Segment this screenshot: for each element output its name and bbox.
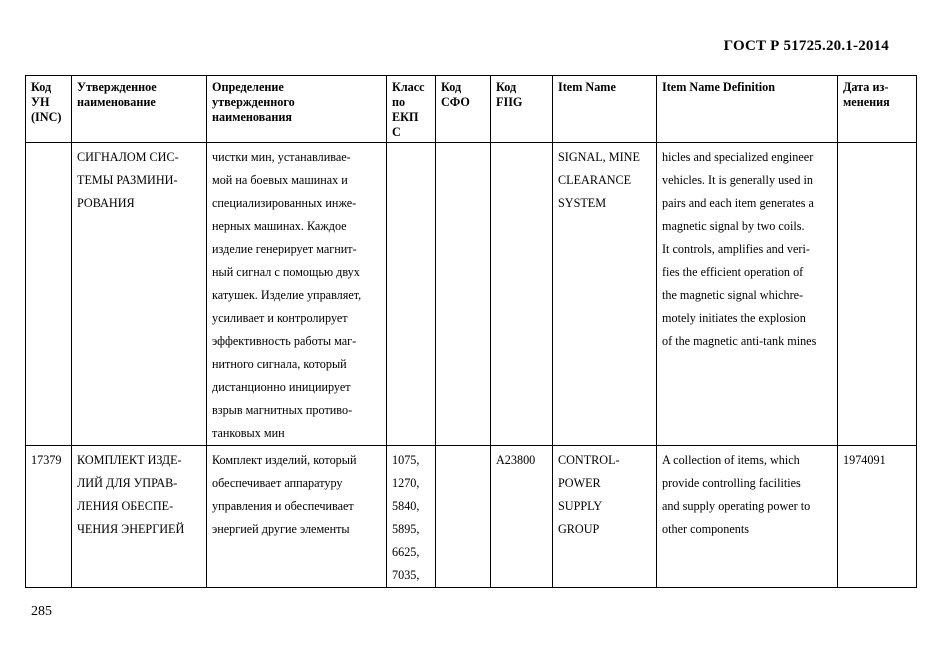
- class-ekps-cell: [387, 143, 436, 446]
- class-ekps-cell: 1075, 1270, 5840, 5895, 6625, 7035,: [387, 446, 436, 588]
- change-date-cell: [838, 143, 917, 446]
- fiig-code-cell: [491, 143, 553, 446]
- sfo-code-cell: [436, 446, 491, 588]
- column-header-fiig-code: Код FIIG: [491, 76, 553, 143]
- column-header-definition: Определение утвержденного наименования: [207, 76, 387, 143]
- column-header-class-ekps: Класс по ЕКП С: [387, 76, 436, 143]
- nomenclature-table: [25, 75, 917, 588]
- page-number: 285: [31, 604, 52, 619]
- column-header-change-date: Дата из- менения: [838, 76, 917, 143]
- sfo-code-cell: [436, 143, 491, 446]
- column-header-item-name: Item Name: [553, 76, 657, 143]
- table-row: [26, 446, 917, 588]
- definition-cell: чистки мин, устанавливае- мой на боевых машинах и специализированных инже- нерных машинах. Каждое изделие генерирует магнит- ный сигнал с помощью двух катушек. Изделие управляет, усиливает и контролирует эффективность работы маг- нитного сигнала, который дистанционно инициирует взрыв магнитных противо- танковых мин: [207, 143, 387, 446]
- table-row: [26, 143, 917, 446]
- standard-number: ГОСТ Р 51725.20.1-2014: [723, 38, 889, 54]
- approved-name-cell: СИГНАЛОМ СИС- ТЕМЫ РАЗМИНИ- РОВАНИЯ: [72, 143, 207, 446]
- item-definition-cell: A collection of items, which provide controlling facilities and supply operating power to other components: [657, 446, 838, 588]
- column-header-approved-name: Утвержденное наименование: [72, 76, 207, 143]
- change-date-cell: 1974091: [838, 446, 917, 588]
- definition-cell: Комплект изделий, который обеспечивает аппаратуру управления и обеспечивает энергией другие элементы: [207, 446, 387, 588]
- approved-name-cell: КОМПЛЕКТ ИЗДЕ- ЛИЙ ДЛЯ УПРАВ- ЛЕНИЯ ОБЕСПЕ- ЧЕНИЯ ЭНЕРГИЕЙ: [72, 446, 207, 588]
- item-definition-cell: hicles and specialized engineer vehicles. It is generally used in pairs and each item generates a magnetic signal by two coils. It controls, amplifies and veri- fies the efficient operation of the magnetic signal whichre- motely initiates the explosion of the magnetic anti-tank mines: [657, 143, 838, 446]
- item-name-cell: CONTROL- POWER SUPPLY GROUP: [553, 446, 657, 588]
- column-header-inc: Код УН (INC): [26, 76, 72, 143]
- column-header-item-name-definition: Item Name Definition: [657, 76, 838, 143]
- column-header-sfo-code: Код СФО: [436, 76, 491, 143]
- inc-cell: 17379: [26, 446, 72, 588]
- inc-cell: [26, 143, 72, 446]
- table-header-row: [26, 76, 917, 143]
- fiig-code-cell: A23800: [491, 446, 553, 588]
- item-name-cell: SIGNAL, MINE CLEARANCE SYSTEM: [553, 143, 657, 446]
